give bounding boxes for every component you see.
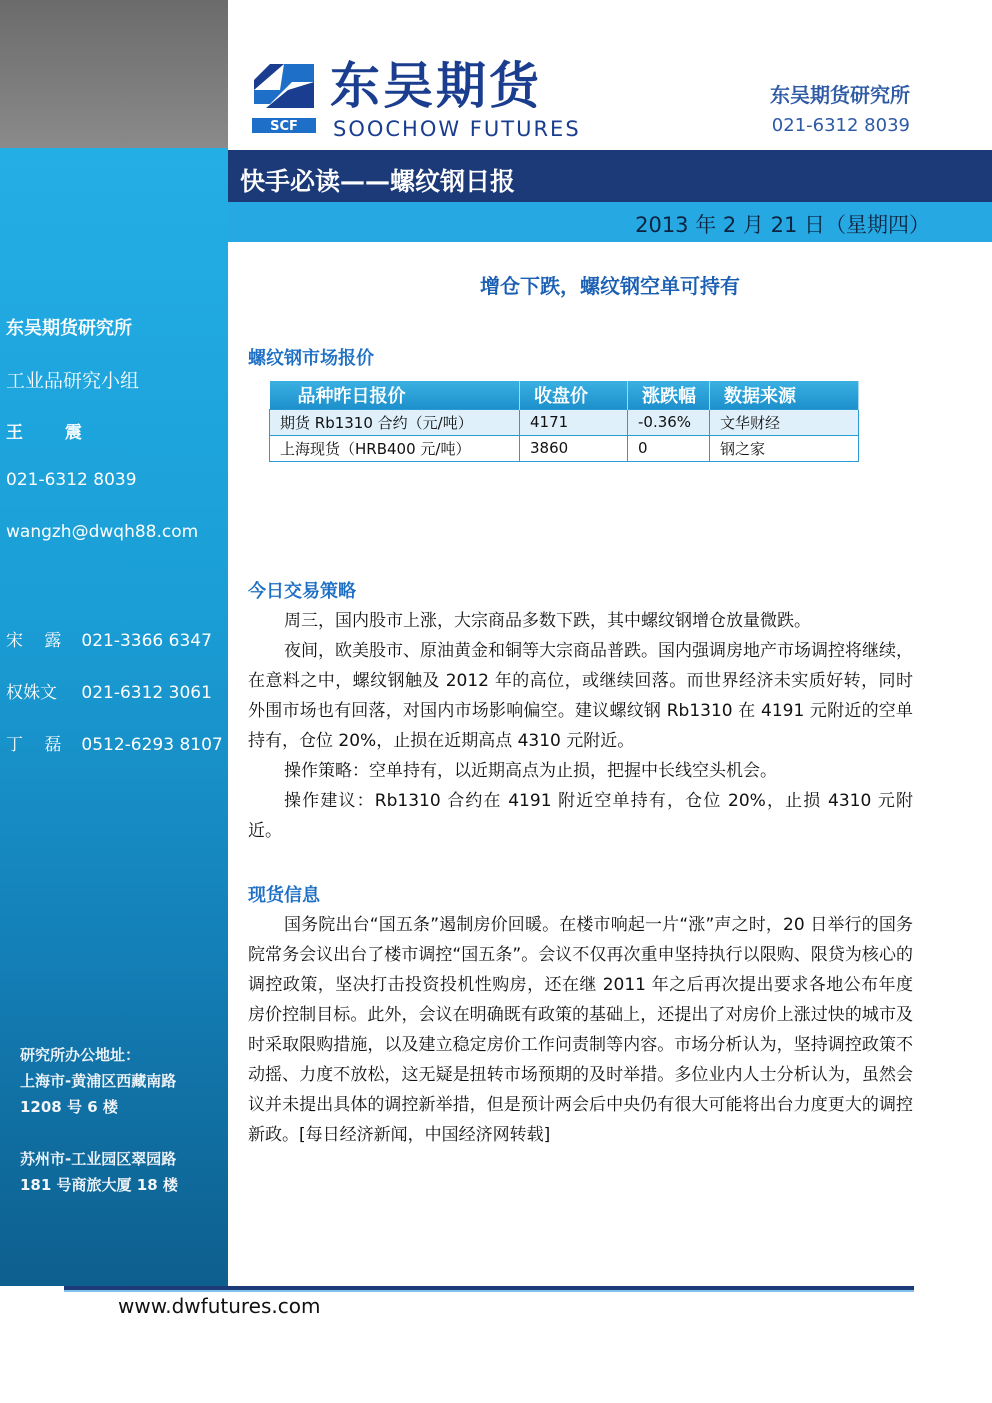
contact-name: 权姝文 (6, 683, 57, 703)
address-line: 181 号商旅大厦 18 楼 (20, 1176, 178, 1194)
table-cell: -0.36% (628, 409, 710, 435)
quote-table (269, 381, 859, 462)
brand-logo-icon (248, 60, 320, 136)
contact-row (6, 626, 212, 651)
report-date: 2013 年 2 月 21 日（星期四） (635, 213, 930, 237)
contact-row (6, 730, 223, 755)
logo-text: SCF (270, 119, 298, 134)
contact-phone: 021-3366 6347 (81, 631, 212, 651)
analyst-phone: 021-6312 8039 (6, 470, 137, 490)
header-phone: 021-6312 8039 (771, 115, 910, 136)
sidebar-institute: 东吴期货研究所 (6, 318, 132, 339)
table-cell: 钢之家 (710, 435, 859, 461)
table-cell: 4171 (520, 409, 628, 435)
paragraph: 周三，国内股市上涨，大宗商品多数下跌，其中螺纹钢增仓放量微跌。 (284, 611, 811, 631)
headline: 增仓下跌，螺纹钢空单可持有 (480, 274, 740, 298)
sidebar-top-block (0, 0, 228, 148)
analyst-email[interactable]: wangzh@dwqh88.com (6, 522, 199, 542)
contact-name: 丁 磊 (6, 735, 70, 755)
header-institute: 东吴期货研究所 (770, 83, 910, 107)
table-row (270, 409, 859, 435)
column-header: 品种昨日报价 (270, 381, 520, 409)
office-address (20, 1042, 178, 1198)
paragraph: 操作建议：Rb1310 合约在 4191 附近空单持有，仓位 20%，止损 4310 元附近。 (248, 791, 913, 841)
column-header: 数据来源 (710, 381, 859, 409)
table-cell: 文华财经 (710, 409, 859, 435)
table-cell: 0 (628, 435, 710, 461)
footer-divider-accent (64, 1290, 914, 1292)
date-band (228, 202, 992, 242)
table-cell: 期货 Rb1310 合约（元/吨） (270, 409, 520, 435)
column-header: 涨跌幅 (628, 381, 710, 409)
footer-url[interactable]: www.dwfutures.com (118, 1294, 321, 1318)
table-cell: 3860 (520, 435, 628, 461)
paragraph: 夜间，欧美股市、原油黄金和铜等大宗商品普跌。国内强调房地产市场调控将继续，在意料之中，螺纹钢触及 2012 年的高位，或继续回落。而世界经济未实质好转，同时外围市场也有回落，对国内市场影响偏空。建议螺纹钢 Rb1310 在 4191 元附近的空单持有，仓位 20%，止损在近期高点 4310 元附近。 (248, 641, 913, 751)
table-cell: 上海现货（HRB400 元/吨） (270, 435, 520, 461)
contact-row (6, 678, 212, 703)
paragraph: 操作策略：空单持有，以近期高点为止损，把握中长线空头机会。 (284, 761, 777, 781)
sidebar (0, 148, 228, 1286)
brand-name-en: SOOCHOW FUTURES (333, 117, 581, 141)
table-row (270, 435, 859, 461)
report-title: 快手必读——螺纹钢日报 (240, 167, 516, 196)
analyst-name: 王 震 (6, 423, 100, 443)
address-line: 苏州市-工业园区翠园路 (20, 1150, 177, 1168)
contact-phone: 0512-6293 8107 (81, 735, 223, 755)
title-band (228, 150, 992, 202)
address-line: 1208 号 6 楼 (20, 1098, 118, 1116)
brand-name-cn: 东吴期货 (330, 57, 542, 115)
column-header: 收盘价 (520, 381, 628, 409)
address-label: 研究所办公地址： (20, 1046, 141, 1064)
contact-phone: 021-6312 3061 (81, 683, 212, 703)
section-title-spot: 现货信息 (248, 885, 320, 906)
section-title-market: 螺纹钢市场报价 (248, 348, 374, 369)
sidebar-group: 工业品研究小组 (6, 370, 140, 392)
paragraph: 国务院出台“国五条”遏制房价回暖。在楼市响起一片“涨”声之时，20 日举行的国务院常务会议出台了楼市调控“国五条”。会议不仅再次重申坚持执行以限购、限贷为核心的调控政策，坚决打击投资投机性购房，还在继 2011 年之后再次提出要求各地公布年度房价控制目标。此外，会议在明确既有政策的基础上，还提出了对房价上涨过快的城市及时采取限购措施，以及建立稳定房价工作问责制等内容。市场分析认为，坚持调控政策不动摇、力度不放松，这无疑是扭转市场预期的及时举措。多位业内人士分析认为，虽然会议并未提出具体的调控新举措，但是预计两会后中央仍有很大可能将出台力度更大的调控新政。[每日经济新闻，中国经济网转载] (248, 915, 913, 1145)
table-header-row (270, 381, 859, 409)
strategy-body (248, 606, 913, 846)
contact-name: 宋 露 (6, 631, 70, 651)
address-line: 上海市-黄浦区西藏南路 (20, 1072, 177, 1090)
spot-body (248, 910, 913, 1150)
section-title-strategy: 今日交易策略 (248, 581, 356, 602)
